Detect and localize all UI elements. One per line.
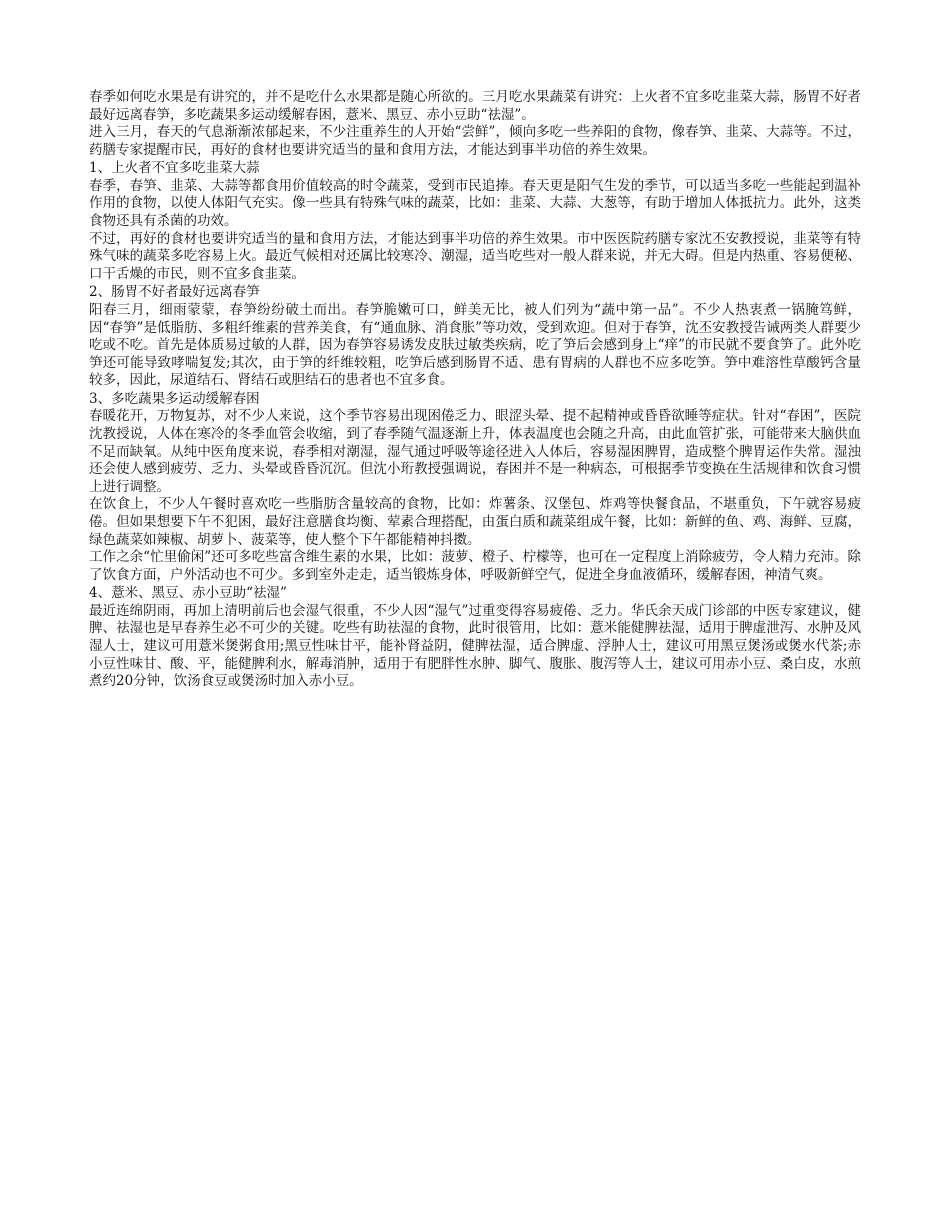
intro-paragraph: 进入三月，春天的气息渐渐浓郁起来，不少注重养生的人开始“尝鲜”，倾向多吃一些养阳的食物，像春笋、韭菜、大蒜等。不过，药膳专家提醒市民，再好的食材也要讲究适当的量和食用方法，才能达到事半功倍的养生效果。	[89, 124, 861, 158]
body-paragraph: 春季，春笋、韭菜、大蒜等都食用价值较高的时令蔬菜，受到市民追捧。春天更是阳气生发的季节，可以适当多吃一些能起到温补作用的食物，以使人体阳气充实。像一些具有特殊气味的蔬菜，比如：韭菜、大蒜、大葱等，有助于增加人体抵抗力。此外，这类食物还具有杀菌的功效。	[89, 177, 861, 230]
section-heading: 3、多吃蔬果多运动缓解春困	[89, 390, 260, 407]
body-paragraph: 工作之余“忙里偷闲”还可多吃些富含维生素的水果，比如：菠萝、橙子、柠檬等，也可在一定程度上消除疲劳，令人精力充沛。除了饮食方面，户外活动也不可少。多到室外走走，适当锻炼身体，呼吸新鲜空气，促进全身血液循环，缓解春困，神清气爽。	[89, 549, 861, 583]
body-paragraph: 最近连绵阴雨，再加上清明前后也会湿气很重，不少人因“湿气”过重变得容易疲倦、乏力。华氏余天成门诊部的中医专家建议，健脾、祛湿也是早春养生必不可少的关键。吃些有助祛湿的食物，此时很管用，比如：薏米能健脾祛湿，适用于脾虚泄泻、水肿及风湿人士，建议可用薏米煲粥食用;黑豆性味甘平，能补肾益阴，健脾祛湿，适合脾虚、浮肿人士，建议可用黑豆煲汤或煲水代茶;赤小豆性味甘、酸、平，能健脾利水，解毒消肿，适用于有肥胖性水肿、脚气、腹胀、腹泻等人士，建议可用赤小豆、桑白皮，水煎煮约20分钟，饮汤食豆或煲汤时加入赤小豆。	[89, 602, 861, 690]
body-paragraph: 在饮食上，不少人午餐时喜欢吃一些脂肪含量较高的食物，比如：炸薯条、汉堡包、炸鸡等快餐食品，不堪重负，下午就容易疲倦。但如果想要下午不犯困，最好注意膳食均衡、荤素合理搭配，由蛋白质和蔬菜组成午餐，比如：新鲜的鱼、鸡、海鲜、豆腐，绿色蔬菜如辣椒、胡萝卜、菠菜等，使人整个下午都能精神抖擞。	[89, 496, 861, 548]
section-heading: 1、上火者不宜多吃韭菜大蒜	[89, 160, 260, 177]
section-heading: 4、薏米、黑豆、赤小豆助“祛湿”	[89, 585, 287, 602]
section-heading: 2、肠胃不好者最好远离春笋	[89, 284, 260, 301]
body-paragraph: 阳春三月，细雨蒙蒙，春笋纷纷破土而出。春笋脆嫩可口，鲜美无比，被人们列为“蔬中第一品”。不少人热衷煮一锅腌笃鲜，因“春笋”是低脂肪、多粗纤维素的营养美食，有“通血脉、消食胀”等功效，受到欢迎。但对于春笋，沈丕安教授告诫两类人群要少吃或不吃。首先是体质易过敏的人群，因为春笋容易诱发皮肤过敏类疾病，吃了笋后会感到身上“痒”的市民就不要食笋了。此外吃笋还可能导致哮喘复发;其次，由于笋的纤维较粗，吃笋后感到肠胃不适、患有胃病的人群也不应多吃笋。笋中难溶性草酸钙含量较多，因此，尿道结石、肾结石或胆结石的患者也不宜多食。	[89, 301, 861, 389]
article	[89, 89, 861, 691]
body-paragraph: 春暖花开，万物复苏，对不少人来说，这个季节容易出现困倦乏力、眼涩头晕、提不起精神或昏昏欲睡等症状。针对“春困”，医院沈教授说，人体在寒冷的冬季血管会收缩，到了春季随气温逐渐上升，体表温度也会随之升高，由此血管扩张，可能带来大脑供血不足而缺氧。从纯中医角度来说，春季相对潮湿，湿气通过呼吸等途径进入人体后，容易湿困脾胃，造成整个脾胃运作失常。湿浊还会使人感到疲劳、乏力、头晕或昏昏沉沉。但沈小珩教授强调说，春困并不是一种病态，可根据季节变换在生活规律和饮食习惯上进行调整。	[89, 408, 861, 495]
body-paragraph: 不过，再好的食材也要讲究适当的量和食用方法，才能达到事半功倍的养生效果。市中医医院药膳专家沈丕安教授说，韭菜等有特殊气味的蔬菜多吃容易上火。最近气候相对还属比较寒冷、潮湿，适当吃些对一般人群来说，并无大碍。但是内热重、容易便秘、口干舌燥的市民，则不宜多食韭菜。	[89, 230, 861, 282]
intro-paragraph: 春季如何吃水果是有讲究的，并不是吃什么水果都是随心所欲的。三月吃水果蔬菜有讲究：上火者不宜多吃韭菜大蒜，肠胃不好者最好远离春笋，多吃蔬果多运动缓解春困，薏米、黑豆、赤小豆助“祛湿”。	[89, 89, 861, 123]
